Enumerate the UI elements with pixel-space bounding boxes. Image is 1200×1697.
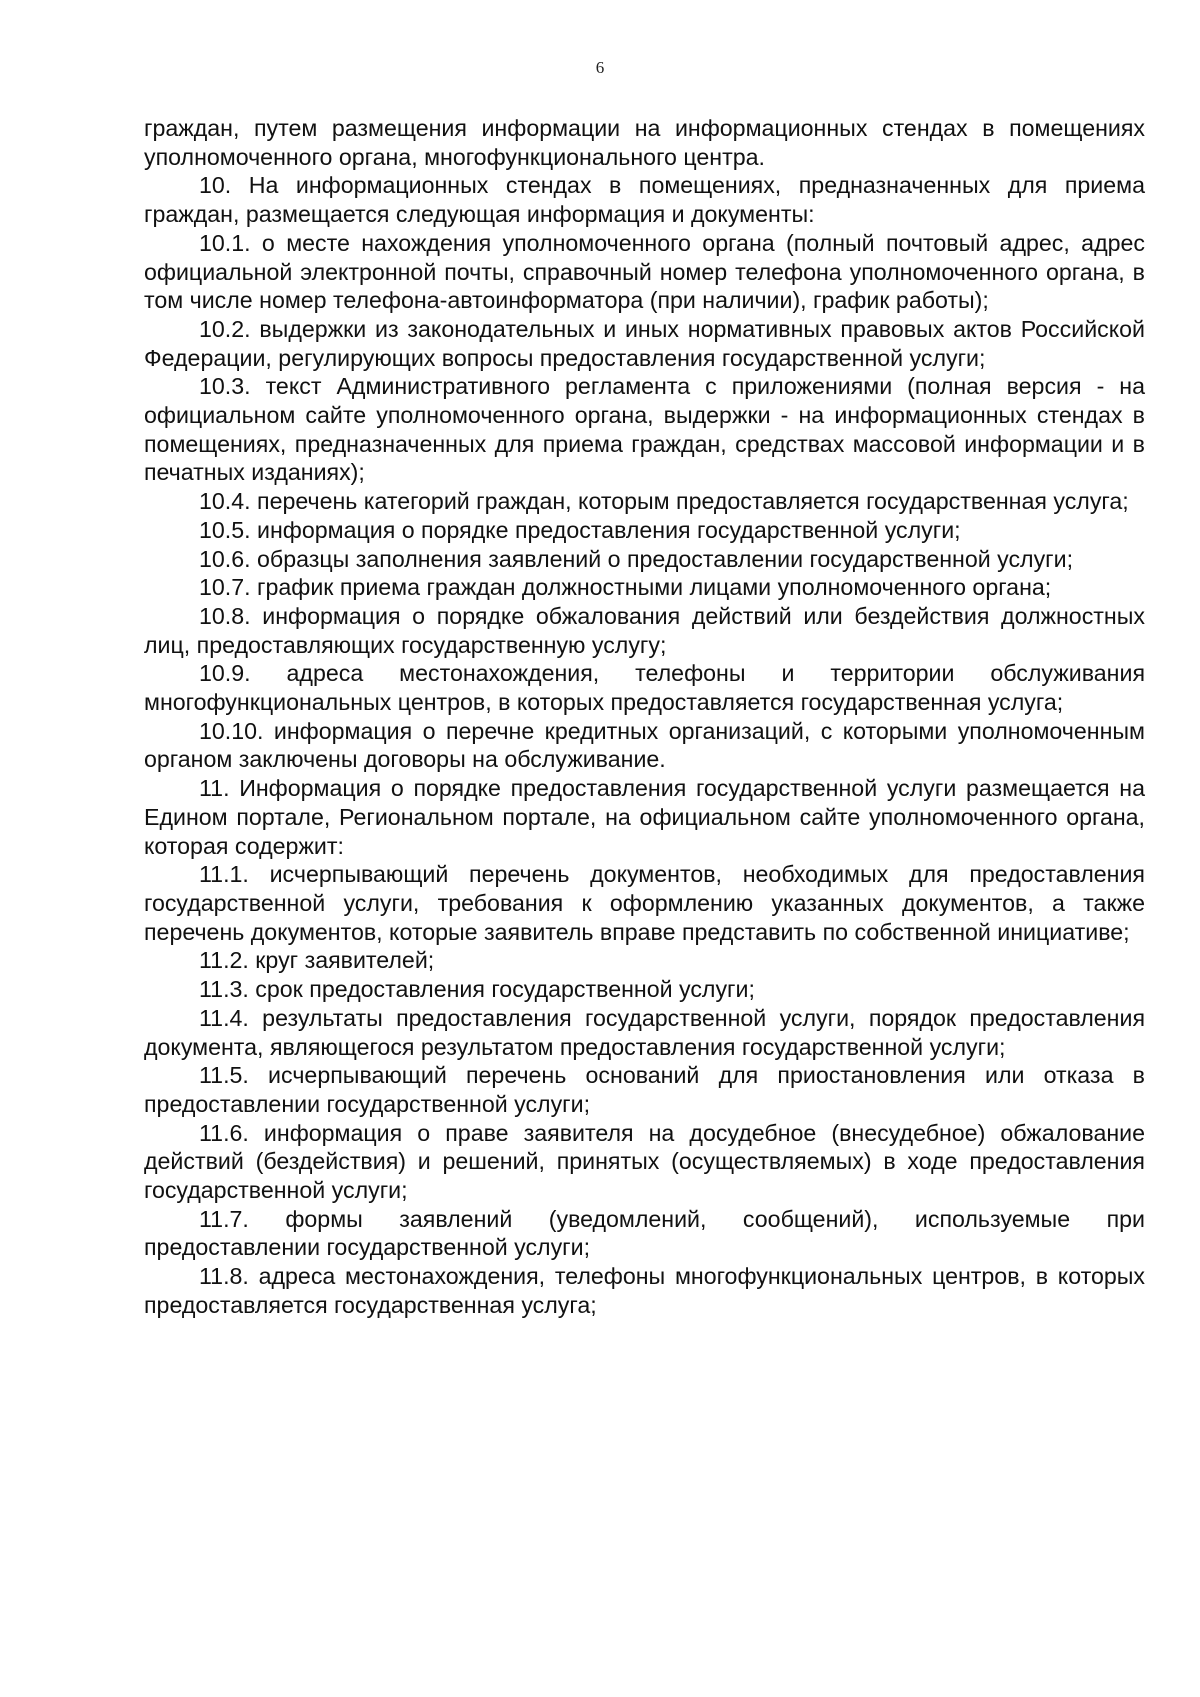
paragraph-11-3: 11.3. срок предоставления государственной услуги; bbox=[199, 976, 755, 1003]
paragraph-11-2: 11.2. круг заявителей; bbox=[199, 947, 435, 974]
paragraph-continuation: граждан, путем размещения информации на информационных стендах в помещениях уполномоченного органа, многофункционального центра. bbox=[144, 115, 1145, 170]
paragraph-10-5: 10.5. информация о порядке предоставления государственной услуги; bbox=[199, 516, 961, 543]
paragraph-10-6: 10.6. образцы заполнения заявлений о предоставлении государственной услуги; bbox=[199, 545, 1074, 572]
paragraph-10-7: 10.7. график приема граждан должностными лицами уполномоченного органа; bbox=[199, 574, 1052, 601]
paragraph-11-6: 11.6. информация о праве заявителя на досудебное (внесудебное) обжалование действий (бездействия) и решений, принятых (осуществляемых) в ходе предоставления государственной услуги; bbox=[144, 1119, 1145, 1204]
paragraph-11: 11. Информация о порядке предоставления государственной услуги размещается на Едином портале, Региональном портале, на официальном сайте уполномоченного органа, которая содержит: bbox=[144, 775, 1145, 859]
paragraph-11-8: 11.8. адреса местонахождения, телефоны многофункциональных центров, в которых предоставляется государственная услуга; bbox=[144, 1263, 1145, 1318]
body-text bbox=[144, 114, 1145, 1320]
paragraph-10-4: 10.4. перечень категорий граждан, которым предоставляется государственная услуга; bbox=[199, 488, 1129, 515]
paragraph-11-7: 11.7. формы заявлений (уведомлений, сообщений), используемые при предоставлении государственной услуги; bbox=[144, 1205, 1145, 1261]
paragraph-11-4: 11.4. результаты предоставления государственной услуги, порядок предоставления документа, являющегося результатом предоставления государственной услуги; bbox=[144, 1004, 1145, 1060]
paragraph-10-3: 10.3. текст Административного регламента с приложениями (полная версия - на официальном сайте уполномоченного органа, выдержки - на информационных стендах в помещениях, предназначенных для приема граждан, средствах массовой информации и в печатных изданиях); bbox=[144, 373, 1145, 486]
paragraph-10: 10. На информационных стендах в помещениях, предназначенных для приема граждан, размещается следующая информация и документы: bbox=[144, 172, 1145, 228]
paragraph-10-2: 10.2. выдержки из законодательных и иных нормативных правовых актов Российской Федерации, регулирующих вопросы предоставления государственной услуги; bbox=[144, 315, 1145, 371]
paragraph-10-1: 10.1. о месте нахождения уполномоченного органа (полный почтовый адрес, адрес официальной электронной почты, справочный номер телефона уполномоченного органа, в том числе номер телефона-автоинформатора (при наличии), график работы); bbox=[144, 229, 1145, 314]
paragraph-10-9: 10.9. адреса местонахождения, телефоны и территории обслуживания многофункциональных центров, в которых предоставляется государственная услуга; bbox=[144, 660, 1145, 716]
page-number: 6 bbox=[595, 58, 605, 77]
paragraph-10-10: 10.10. информация о перечне кредитных организаций, с которыми уполномоченным органом заключены договоры на обслуживание. bbox=[144, 717, 1145, 773]
paragraph-11-1: 11.1. исчерпывающий перечень документов, необходимых для предоставления государственной услуги, требования к оформлению указанных документов, а также перечень документов, которые заявитель вправе представить по собственной инициативе; bbox=[144, 861, 1145, 945]
paragraph-11-5: 11.5. исчерпывающий перечень оснований для приостановления или отказа в предоставлении государственной услуги; bbox=[144, 1062, 1145, 1117]
paragraph-10-8: 10.8. информация о порядке обжалования действий или бездействия должностных лиц, предоставляющих государственную услугу; bbox=[144, 602, 1145, 658]
